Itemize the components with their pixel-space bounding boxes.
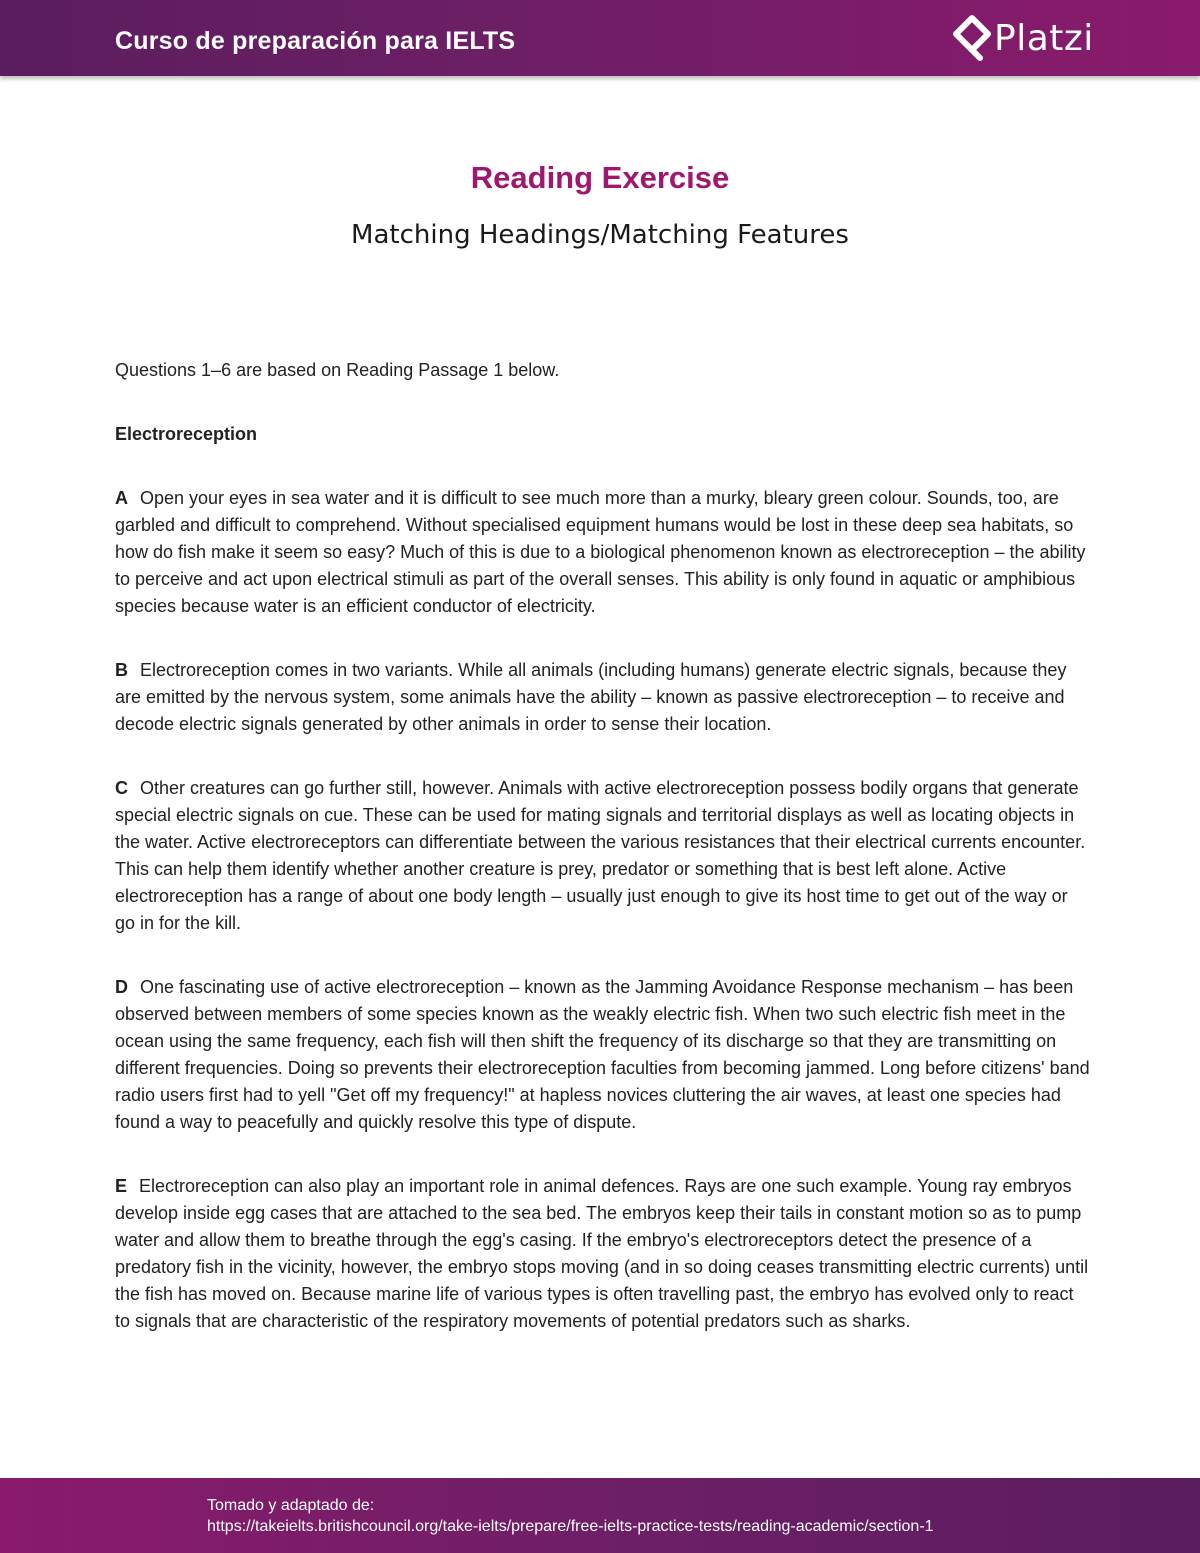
paragraph-text: Open your eyes in sea water and it is difficult to see much more than a murky, bleary green colour. Sounds, too, are garbled and difficult to comprehend. Without specialised equipment humans would be lost in these deep sea habitats, so how do fish make it seem so easy? Much of this is due to a biological phenomenon known as electroreception – the ability to perceive and act upon electrical stimuli as part of the overall senses. This ability is only found in aquatic or amphibious species because water is an efficient conductor of electricity. xyxy=(115,488,1086,616)
paragraph-b xyxy=(115,657,1090,738)
paragraph-c xyxy=(115,775,1090,937)
paragraph-a xyxy=(115,485,1090,620)
source-url[interactable]: https://takeielts.britishcouncil.org/take-ielts/prepare/free-ielts-practice-tests/reading-academic/section-1 xyxy=(207,1518,934,1535)
paragraph-letter: A xyxy=(115,488,128,508)
source-label: Tomado y adaptado de: xyxy=(207,1497,375,1514)
course-title: Curso de preparación para IELTS xyxy=(115,27,516,55)
paragraph-letter: D xyxy=(115,977,128,997)
page-footer xyxy=(0,1478,1200,1553)
paragraph-letter: B xyxy=(115,660,128,680)
passage-title: Electroreception xyxy=(115,424,258,444)
paragraph-d xyxy=(115,974,1090,1136)
paragraph-text: Other creatures can go further still, however. Animals with active electroreception possess bodily organs that generate special electric signals on cue. These can be used for mating signals and territorial displays as well as locating objects in the water. Active electroreceptors can differentiate between the various resistances that their electrical currents encounter. This can help them identify whether another creature is prey, predator or something that is best left alone. Active electroreception has a range of about one body length – usually just enough to give its host time to get out of the way or go in for the kill. xyxy=(115,778,1086,933)
platzi-logo-icon xyxy=(952,15,992,61)
paragraph-text: Electroreception can also play an important role in animal defences. Rays are one such example. Young ray embryos develop inside egg cases that are attached to the sea bed. The embryos keep their tails in constant motion so as to pump water and allow them to breathe through the egg's casing. If the embryo's electroreceptors detect the presence of a predatory fish in the vicinity, however, the embryo stops moving (and in so doing ceases transmitting electric currents) until the fish has moved on. Because marine life of various types is often travelling past, the embryo has evolved only to react to signals that are characteristic of the respiratory movements of potential predators such as sharks. xyxy=(115,1176,1089,1331)
source-attribution xyxy=(207,1495,934,1537)
paragraph-letter: C xyxy=(115,778,128,798)
page-title: Reading Exercise xyxy=(470,160,730,195)
paragraph-text: One fascinating use of active electroreception – known as the Jamming Avoidance Response mechanism – has been observed between members of some species known as the weakly electric fish. When two such electric fish meet in the ocean using the same frequency, each fish will then shift the frequency of its discharge so that they are transmitting on different frequencies. Doing so prevents their electroreception faculties from becoming jammed. Long before citizens' band radio users first had to yell "Get off my frequency!" at hapless novices cluttering the air waves, at least one species had found a way to peacefully and quickly resolve this type of dispute. xyxy=(115,977,1090,1132)
brand-name: Platzi xyxy=(994,17,1094,59)
page-subtitle: Matching Headings/Matching Features xyxy=(351,220,849,250)
page-header xyxy=(0,0,1200,76)
paragraph-e xyxy=(115,1173,1090,1335)
instructions: Questions 1–6 are based on Reading Passage 1 below. xyxy=(115,360,560,380)
paragraph-letter: E xyxy=(115,1176,128,1196)
reading-passage xyxy=(115,357,1090,1372)
brand-logo xyxy=(952,14,1094,62)
paragraph-text: Electroreception comes in two variants. While all animals (including humans) generate electric signals, because they are emitted by the nervous system, some animals have the ability – known as passive electroreception – to receive and decode electric signals generated by other animals in order to sense their location. xyxy=(115,660,1067,734)
